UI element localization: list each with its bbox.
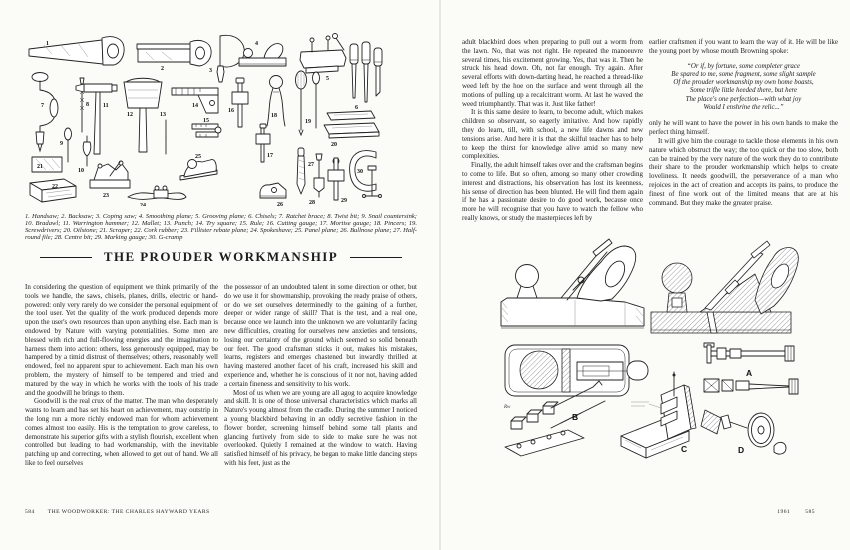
plane-plan-view (505, 345, 648, 396)
figure-number: 12 (127, 112, 133, 118)
left-page-footer (25, 509, 210, 515)
body-paragraph: adult blackbird does when preparing to pull out a worm from the lawn. No, that was not right. He repeated the manoeuvre several times, his excitement growing. Yes, that was it. Then he struck his head down. Oh, not far enough. Try again. After several efforts with down-darting head, he reached a thread-like weed left by the hoe on the surface and went through all the motions of pulling up a recalcitrant worm. At last he waved the weed triumphantly. That was it. Just like father! (462, 38, 643, 108)
figure-number: 29 (341, 198, 347, 204)
body-paragraph: earlier craftsmen if you want to learn the way of it. He will be like the young poet by whose mouth Browning spoke: (649, 38, 838, 55)
figure-number: 7 (41, 103, 44, 109)
figure-number: 23 (103, 193, 109, 199)
poem-line: Would I enshrine the relic...” (703, 104, 784, 112)
figure-number: 25 (195, 154, 201, 160)
figure-number: 3 (209, 68, 212, 74)
grooving-plane-illustration (300, 34, 346, 83)
scraper-illustration (32, 157, 62, 172)
ratchet-brace-illustration (32, 73, 58, 152)
oilstone-illustration (324, 111, 379, 148)
wheel-figure-d (701, 410, 786, 455)
figure-number: 19 (305, 119, 311, 125)
smoothing-plane-illustration (239, 41, 286, 66)
right-page-column-2 (649, 38, 838, 207)
body-paragraph: It will give him the courage to tackle those elements in his own nature which obstruct the way; the too quick or the too slow, both can be trained by the very nature of the work they do to contribute their share to the prouder workmanship which helps to create loveliness. It needs goodwill, the perseverance of a man who rejoices in the act of creation and accepts its pains, to produce the finest of fine work out of the limited means that are at his command. But they make the greater praise. (649, 136, 838, 207)
body-paragraph: Most of us when we are young are all agog to acquire knowledge and skill. It is one of those universal characteristics which marks all Nature's young almost from the cradle. During the summer I noticed a young blackbird behaving in an oddly secretive fashion in the flower border, screening himself behind some tall plants and glancing furtively from side to side to make sure he was not overlooked. Quietly I remained at the window to watch. Having satisfied himself of his privacy, he began to make little dancing steps with his feet, just as the (224, 388, 417, 467)
snail-countersink-illustration (78, 136, 91, 174)
page-gutter (439, 0, 441, 550)
figure-number: 27 (308, 162, 314, 168)
figure-number: 22 (52, 184, 58, 190)
figure-number: 4 (255, 41, 258, 47)
backsaw-illustration (137, 40, 211, 72)
page-number: 584 (25, 509, 35, 515)
figure-number: 13 (160, 112, 166, 118)
body-paragraph: only he will want to have the power in his own hands to make the perfect thing himself. (649, 119, 838, 137)
mallet-illustration (124, 78, 162, 152)
right-page-column-1 (462, 38, 643, 223)
left-page-column-1 (25, 283, 218, 468)
browning-quote (651, 63, 836, 113)
figure-number: 10 (78, 168, 84, 174)
plane-section-view (651, 241, 798, 333)
figure-number: 16 (228, 108, 234, 114)
diagram-label-b: B (572, 412, 579, 422)
poem-line: Of the prouder workmanship my own home boasts, (673, 79, 814, 87)
page-number: 585 (805, 509, 815, 515)
marking-gauge-illustration (328, 158, 347, 204)
figure-number: 14 (192, 103, 198, 109)
diagram-label-c: C (681, 444, 688, 454)
figure-number: 21 (37, 164, 43, 170)
g-cramp-illustration (350, 151, 382, 198)
left-page-column-2 (224, 283, 417, 468)
figure-number: 28 (309, 200, 315, 206)
figure-number: 26 (277, 202, 283, 206)
pincers-illustration (267, 76, 285, 127)
figure-number: 2 (161, 66, 164, 72)
plane-diagrams-figure (455, 238, 845, 473)
figure-number: 11 (103, 103, 109, 109)
panel-plane-illustration (180, 154, 217, 180)
plane-side-view (501, 239, 644, 328)
tool-kit-figure (24, 14, 392, 206)
figure-number: 5 (326, 76, 329, 82)
poem-line: Some trifle little heeded there, but here (689, 87, 798, 95)
figure-number: 6 (355, 105, 358, 111)
heading-rule-right (350, 257, 402, 258)
cutting-gauge-illustration (228, 78, 248, 127)
chapter-heading-row (25, 248, 417, 266)
body-paragraph: Goodwill is the real crux of the matter. The man who desperately wants to learn and has set his heart on achievement, may outstrip in the long run a more richly endowed man for whom achievement comes almost too easily. His is the temptation to grow careless, to demonstrate his superior gifts with a stylish flourish, excellent when controlled but leading to bad workmanship, with the inevitable patching up and correcting, when allowed to get out of hand. We all like to feel ourselves (25, 397, 218, 467)
chapter-title: THE PROUDER WORKMANSHIP (103, 249, 339, 264)
handsaw-illustration (29, 37, 124, 65)
chapter-year: 1961 (777, 509, 791, 515)
half-round-file-illustration (297, 148, 314, 194)
poem-line: “Or if, by fortune, some completer grace (687, 62, 800, 70)
running-title: THE WOODWORKER: THE CHARLES HAYWARD YEARS (47, 509, 210, 515)
body-paragraph: the possessor of an undoubted talent in some direction or other, but do we use it for showmanship, provoking the ready praise of others, or do we set ourselves determinedly to the gaining of a further, deeper or wider range of skill? That is the test, and a real one, because once we launch into the unknown we are voluntarily facing new difficulties, creating for ourselves new anxieties and tensions, losing our certainty of the ground which seemed so solid beneath our feet. The good craftsman sticks it out, makes his mistakes, learns, registers and emerges chastened but inwardly thrilled at having mastered another facet of his craft, increased his skill and experience and, whether he is conscious of it nor not, having added a certain fineness and sensitivity to his work. (224, 283, 417, 388)
screwdrivers-illustration (296, 71, 320, 135)
figure-number: 1 (46, 41, 49, 47)
body-paragraph: Finally, the adult himself takes over and the craftsman begins to come to life. But so often, among so many other crowding interest and distractions, his observation has lost its keenness, his sense of direction has been blunted. He will find them again if he has a passionate desire to do good work, because once more he will recognise that you have to watch the fellow who really knows, or study the masterpieces left by (462, 161, 643, 222)
figure-number: 15 (203, 118, 209, 124)
bullnose-plane-illustration (260, 183, 286, 206)
body-paragraph: It is this same desire to learn, to become adult, which makes children so observant, so eagerly imitative. And how rapidly they do learn, till, with school, a new life dawns and new tensions arise. And here it is that the skilful teacher has to help to keep the thirst for knowledge alive amid so many new complexities. (462, 108, 643, 161)
figure-caption: 1. Handsaw; 2. Backsaw; 3. Coping saw; 4. Smoothing plane; 5. Grooving plane; 6. Chisels; 7. Ratchet brace; 8. Twist bit; 9. Snail countersink; 10. Bradawl; 11. Warrington hammer; 12. Mallet; 13. Punch; 14. Try square; 15. Rule; 16. Cutting gauge; 17. Mortise gauge; 18. Pincers; 19. Screwdrivers; 20. Oilstone; 21. Scraper; 22. Cork rubber; 23. Fillister rebate plane; 24. Spokeshave; 25. Panel plane; 26. Bullnose plane; 27. Half-round file; 28. Centre bit; 29. Marking gauge; 30. G-cramp (25, 212, 417, 241)
poem-line: Be spared to me, some fragment, some slight sample (671, 70, 816, 78)
cork-rubber-illustration (30, 179, 76, 202)
heading-rule-left (40, 257, 92, 258)
figure-number: 18 (271, 113, 277, 119)
punch-illustration (160, 112, 166, 154)
diagram-annotation: Rw (504, 405, 511, 410)
figure-number: 24 (140, 203, 146, 206)
mortise-gauge-illustration (256, 124, 273, 162)
right-page-footer (655, 509, 815, 515)
figure-number: 17 (267, 153, 273, 159)
chisels-illustration (350, 42, 382, 111)
figure-number: 20 (331, 142, 337, 148)
diagram-label-a: A (746, 368, 753, 378)
gauge-assembly-a (704, 343, 798, 394)
spokeshave-illustration (128, 186, 186, 206)
diagram-label-d: D (738, 445, 745, 455)
figure-number: 30 (357, 169, 363, 175)
figure-number: 8 (86, 102, 89, 108)
fillister-plane-illustration (90, 161, 130, 199)
honing-block-c (621, 372, 696, 458)
try-square-illustration (172, 88, 218, 113)
figure-number: 9 (60, 141, 63, 147)
body-paragraph: In considering the question of equipment we think primarily of the tools we handle, the saws, chisels, planes, drills, electric or hand-powered: only very rarely do we consider the personal equipment of the tool user. Yet the quality of the work produced depends more upon the user's own resources than upon anything else. Each man is endowed by Nature with varying potentialities. Some men are blessed with rich and full-flowing energies and the imagination to harness them into action: others, less generously equipped, may be hampered by a timid distrust of themselves; others, reasonably well endowed, feel no apparent spur to achievement. Each man his own problem, the mystery of himself to be tempered and tried and matured by the way in which he works with the tools of his trade and the goodwill he brings to them. (25, 283, 218, 397)
poem-line: The place's one perfection—with what joy (685, 95, 802, 103)
rule-illustration (192, 118, 221, 137)
